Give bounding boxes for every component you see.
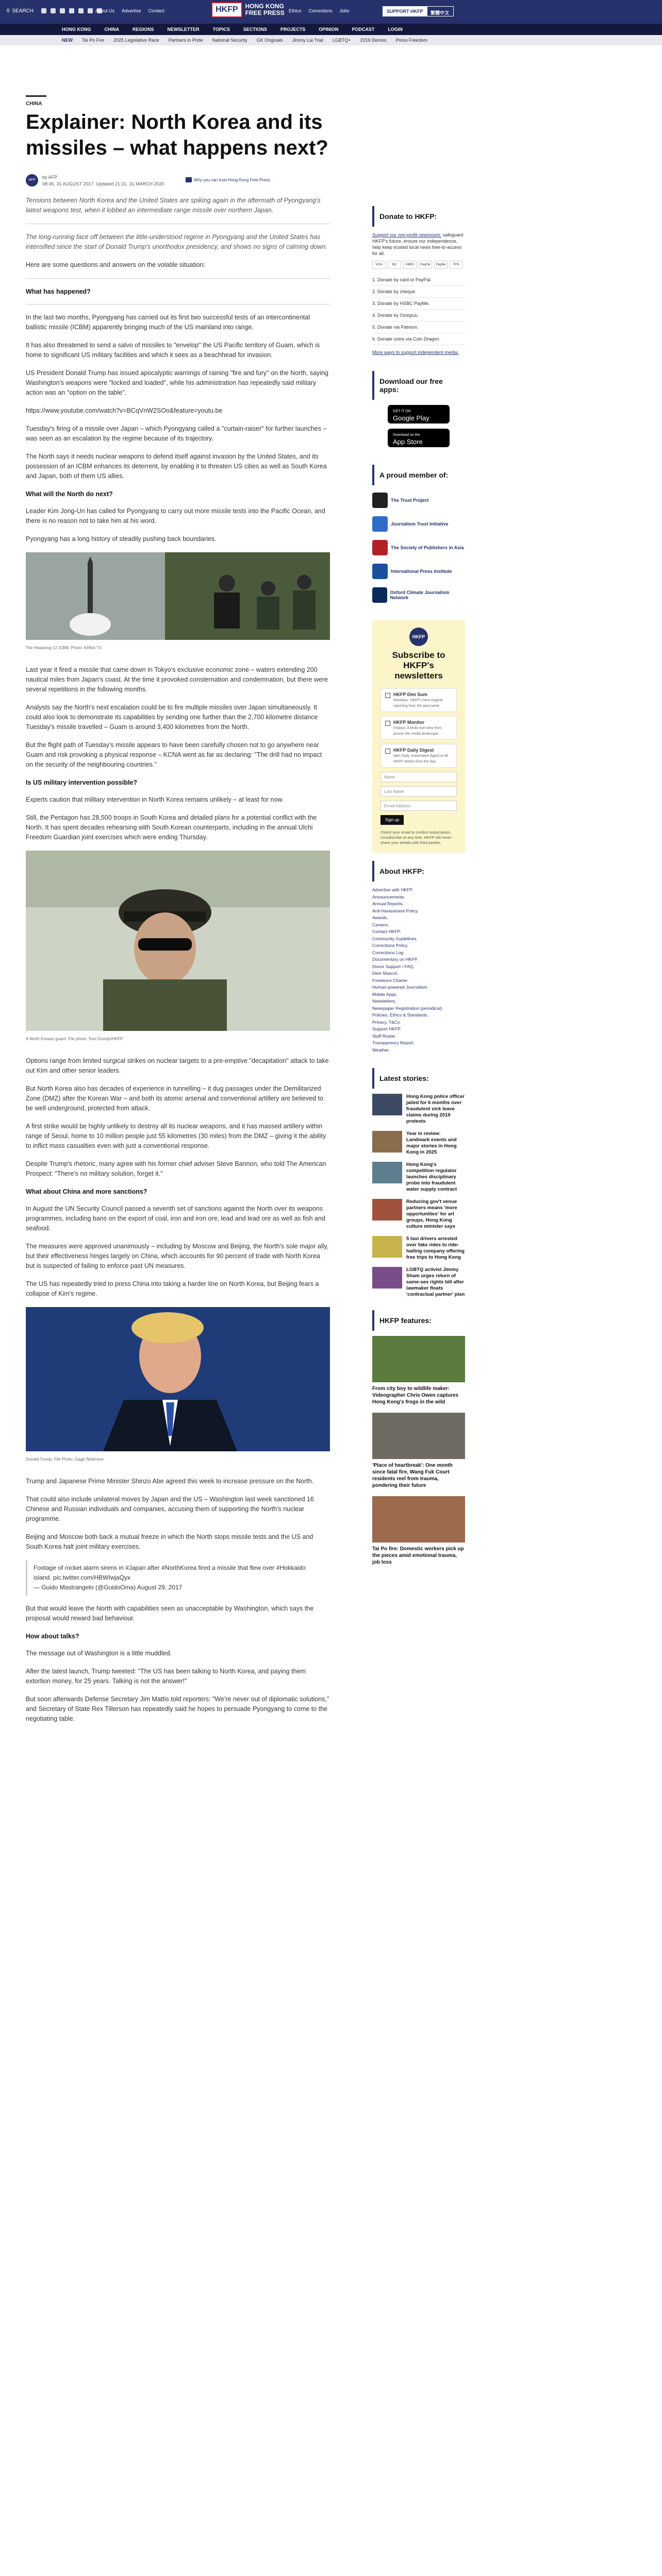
publish-date: 08:45, 31 AUGUST 2017 [42,181,94,187]
author-name[interactable]: by AFP [42,175,58,180]
story-thumbnail [372,1236,402,1258]
paragraph: But soon afterwards Defense Secretary Jim Mattis told reporters: "We're never out of diplomatic solutions," and Secretary of State Rex Tillerson has repeatedly said he hopes to persuade Pyongyang to come to the negotiating table. [26,1696,329,1722]
about-link[interactable]: Donor Support / FAQ. [372,963,415,969]
about-link[interactable]: Annual Reports. [372,901,404,906]
latest-story[interactable]: LGBTQ activist Jimmy Sham urges return of same-sex rights bill after lawmaker floats 'contractual partner' plan [372,1267,465,1298]
divider [26,278,330,279]
feature-thumbnail [372,1336,465,1382]
feature-story[interactable]: Tai Po fire: Domestic workers pick up the pieces amid emotional trauma, job loss [372,1496,465,1566]
nav-topics[interactable]: TOPICS [212,27,230,32]
about-link[interactable]: Mobile Apps. [372,991,398,997]
top-bar [0,0,662,24]
latest-story[interactable]: Reducing gov't venue partners means 'more opportunities' for art groups, Hong Kong culture minister says [372,1199,465,1230]
donate-option[interactable]: 4. Donate by Octopus. [372,310,465,321]
link-about[interactable]: About Us [95,8,115,13]
trust-badge[interactable]: Why you can trust Hong Kong Free Press [186,177,270,182]
paragraph: A first strike would be highly unlikely to destroy all its nuclear weapons, and it has massed artillery within range of Seoul, home to 10 million people just 55 kilometres (30 miles) from the DMZ – giving it the ability to inflict mass casualties even with just a conventional response. [26,1123,326,1149]
author-avatar: AFP [26,174,38,187]
about-link[interactable]: Community Guidelines. [372,936,418,941]
last-name-field[interactable]: Last Name [380,786,457,796]
paragraph: Tuesday's firing of a missile over Japan – which Pyongyang called a "curtain-raiser" for further launches – was seen as an escalation by the regime because of its trajectory. [26,425,327,442]
paragraph: Here are some questions and answers on the volatile situation: [26,261,206,268]
embedded-tweet[interactable] [26,1560,330,1596]
category-divider [26,95,46,97]
trending-item[interactable]: LGBTQ+ [332,38,351,43]
tweet-author: — Guido Mastrangelo (@GuidoOma) August 29, 2017 [34,1584,183,1591]
payme-icon: PayMe [434,261,448,269]
paragraph: The measures were approved unanimously – including by Moscow and Beijing, the North's sole major ally, but their effectiveness hinges largely on China, which accounts for 90 percent of trade with North Korea but is suspected of failing to enforce past UN measures. [26,1243,329,1269]
instagram-icon[interactable] [60,8,65,13]
about-link[interactable]: Awards. [372,915,388,920]
member-ipi[interactable]: International Press Institute [372,562,465,581]
email-field[interactable]: Email Address [380,801,457,811]
site-brand[interactable] [211,2,292,18]
about-link[interactable]: Transparency Report. [372,1040,415,1045]
feature-story[interactable]: 'Place of heartbreak': One month since fatal fire, Wang Fuk Court residents reel from trauma, pondering their future [372,1413,465,1489]
trust-project-logo [372,493,388,508]
hkfp-logo: HKFP [409,628,428,646]
utility-links-right [289,8,350,13]
youtube-icon[interactable] [69,8,74,13]
image-caption: A North Korean guard. File photo: Tom Grundy/HKFP. [26,1037,124,1041]
about-link[interactable]: Newspaper Registration (periodical). [372,1005,443,1011]
paragraph: The North says it needs nuclear weapons to defend itself against invasion by the United States, and its possession of an ICBM enhances its deterrent, by enabling it to threaten US cities as well as South Korea and Japan, both of them US allies. [26,453,327,480]
about-link[interactable]: Corrections Policy. [372,943,409,948]
mastercard-icon: MC [388,261,401,269]
nav-podcast[interactable]: PODCAST [352,27,375,32]
section-heading: Is US military intervention possible? [26,779,138,786]
checkbox[interactable] [385,721,390,726]
visa-icon: VISA [372,261,386,269]
paragraph: The long-running face off between the little-understood regime in Pyongyang and the United States has intensified since the start of Donald Trump's unorthodox presidency, and shows no signs of calming down. [26,233,327,250]
paypal-icon: PayPal [419,261,432,269]
category-link[interactable]: CHINA [26,101,42,107]
member-sopa[interactable]: The Society of Publishers in Asia [372,538,465,557]
trending-item[interactable]: GK Originals [256,38,283,43]
about-link[interactable]: Deer Mascot. [372,971,399,976]
latest-story[interactable]: Hong Kong's competition regulator launches disciplinary probe into fraudulent water supply contract [372,1162,465,1193]
newsletter-box [372,620,465,853]
latest-story[interactable]: Year in review: Landmark events and major stories in Hong Kong in 2025 [372,1131,465,1156]
nav-hong-kong[interactable]: HONG KONG [62,27,91,32]
fps-icon: FPS [450,261,463,269]
donate-option[interactable]: 5. Donate via Patreon. [372,321,465,333]
tweet-text: Footage of rocket alarm sirens in #Japan after #NorthKorea fired a missile that flew over #Hokkaido island. pic.twitter.com/HBWIwjaQyx [34,1564,306,1581]
checkbox[interactable] [385,693,390,698]
twitter-icon[interactable] [51,8,56,13]
paragraph: In August the UN Security Council passed a seventh set of sanctions against the North over its weapons programmes, including bans on the export of coal, iron and iron ore, lead and lead ore as well as fish and seafood. [26,1205,325,1232]
app-store-button[interactable]: Download on the App Store [388,429,450,447]
image-caption: Donald Trump. File Photo: Gage Skidmore. [26,1457,105,1462]
link-advertise[interactable]: Advertise [122,8,141,13]
rss-icon[interactable] [88,8,93,13]
newsletter-option[interactable]: HKFP Daily Digest 9am Daily: Automated digest of all HKFP stories from the day. [380,744,457,768]
latest-story[interactable]: Hong Kong police officer jailed for 6 months over fraudulent sick leave claims during 2019 protests [372,1094,465,1125]
about-heading: About HKFP: [372,861,465,882]
story-thumbnail [372,1094,402,1115]
newsletter-option[interactable]: HKFP Monitor Fridays: A birds-eye view from across the media landscape. [380,716,457,740]
paragraph: Analysts say the North's next escalation could be to fire multiple missiles over Japan simultaneously. It could also look to demonstrate its capabilities by sending one further than the 2,700 kilometre distance Tuesday's missile travelled – Guam is around 3,400 kilometres from the North. [26,704,318,731]
paragraph: Options range from limited surgical strikes on nuclear targets to a pre-emptive "decapitation" attack to take out Kim and other senior leaders. [26,1057,329,1074]
paragraph: After the latest launch, Trump tweeted: "The US has been talking to North Korea, and paying them extortion money, for 25 years. Talking is not the answer!" [26,1668,306,1685]
article-body [26,196,330,1732]
link-corrections[interactable]: Corrections [308,8,333,13]
missile-photo [26,552,330,640]
link-ethics[interactable]: Ethics [289,8,302,13]
story-thumbnail [372,1162,402,1183]
hkfp-logo: HKFP [211,2,242,18]
donate-option[interactable]: 6. Donate coins via Coin Dragon. [372,333,465,345]
trending-bar [0,35,662,45]
about-link[interactable]: Contact HKFP. [372,929,401,934]
about-link[interactable]: Staff Roster. [372,1033,396,1039]
paragraph: The message out of Washington is a little muddled. [26,1650,172,1657]
donate-text: Support our non-profit newsroom: safeguard HKFP's future, ensure our independence, help keep trusted local news free-to-access for all. [372,232,464,256]
image-caption: The Hwasong-12 ICBM. Photo: KRNA TV. [26,646,103,650]
jti-logo [372,516,388,532]
donate-more-link[interactable]: More ways to support independent media. [372,350,459,355]
feature-thumbnail [372,1413,465,1459]
about-link[interactable]: Weather. [372,1047,390,1053]
trending-item[interactable]: Press Freedom [395,38,428,43]
paragraph: That could also include unilateral moves by Japan and the US – Washington last week sanctioned 16 Chinese and Russian individuals and companies, accusing them of supporting the North's nuclear programme. [26,1496,314,1522]
oxford-logo [372,587,387,603]
about-link[interactable]: Anti-Harassment Policy. [372,908,419,913]
about-link[interactable]: Human-powered Journalism. [372,985,428,990]
trump-photo [26,1307,330,1451]
trending-item[interactable]: National Security [212,38,247,43]
about-link[interactable]: Freelance Charter. [372,977,409,983]
article-headline: Explainer: North Korea and its missiles – what happens next? [26,111,328,159]
about-link[interactable]: Support HKFP. [372,1026,402,1031]
video-link[interactable]: https://www.youtube.com/watch?v=BCqVnW2SOo&feature=youtu.be [26,407,223,414]
paragraph: Last year it fired a missile that came down in Tokyo's exclusive economic zone – waters extending 200 nautical miles from Japan's coast. At the time it provoked consternation and condemnation, but there were several repetitions in the following months. [26,666,328,693]
checkbox[interactable] [385,749,390,754]
newsletter-option[interactable]: HKFP Dim Sum Mondays: HKFP's best original reporting from the past week. [380,688,457,712]
logo-text: HONG KONG FREE PRESS [245,3,285,16]
amex-icon: AMEX [403,261,417,269]
nav-login[interactable]: LOGIN [388,27,403,32]
paragraph: Experts caution that military intervention in North Korea remains unlikely – at least for now. [26,796,284,803]
language-button[interactable]: 繁體中文 [426,6,454,16]
trust-icon [186,177,192,182]
trending-item[interactable]: 2019 Demos [360,38,387,43]
about-link[interactable]: Careers. [372,922,389,927]
donate-link[interactable]: Support our non-profit newsroom: [372,232,442,238]
member-trust-project[interactable]: The Trust Project [372,490,465,510]
story-thumbnail [372,1199,402,1221]
donate-option[interactable]: 1. Donate by card or PayPal. [372,274,465,286]
donate-option[interactable]: 2. Donate by cheque. [372,286,465,298]
about-links [372,887,465,1054]
paragraph: Tensions between North Korea and the United States are spiking again in the aftermath of Pyongyang's latest weapons test, when it lobbed an intermediate range missile over northern Japan. [26,197,321,214]
nav-sections[interactable]: SECTIONS [243,27,267,32]
about-link[interactable]: Documentary on HKFP. [372,957,418,962]
paragraph: It has also threatened to send a salvo of missiles to "envelop" the US Pacific territory of Guam, which is home to significant US military facilities and which it sees as a beachhead for invasion. [26,342,320,359]
trending-label: NEW [62,38,73,43]
latest-story[interactable]: 5 taxi drivers arrested over fake rides to ride-hailing company offering free trips to Hong Kong [372,1236,465,1261]
about-link[interactable]: Corrections Log. [372,950,405,955]
nav-newsletter[interactable]: NEWSLETTER [167,27,200,32]
newsletter-heading: Subscribe to HKFP's newsletters [392,650,445,681]
nav-projects[interactable]: PROJECTS [280,27,306,32]
section-heading: What has happened? [26,288,91,295]
newsletter-note: Check your email to confirm subscription. Unsubscribe at any time. HKFP will never share your details with third parties. [380,830,452,845]
donate-option[interactable]: 3. Donate by HSBC PayMe. [372,298,465,310]
paragraph: The US has repeatedly tried to press China into taking a harder line on North Korea, but Beijing fears a collapse of Kim's regime. [26,1280,319,1297]
story-thumbnail [372,1131,402,1153]
main-nav [0,24,662,35]
feature-story[interactable]: From city boy to wildlife maker: Videographer Chris Owen captures Hong Kong's frogs in the wild [372,1336,465,1405]
search-button[interactable]: ⚲ SEARCH [6,8,34,14]
paragraph: Despite Trump's rhetoric, many agree with his former chief adviser Steve Bannon, who told The American Prospect: "There's no military solution, forget it." [26,1160,326,1177]
nav-opinion[interactable]: OPINION [319,27,339,32]
paragraph: In the last two months, Pyongyang has carried out its first two successful tests of an intercontinental ballistic missile (ICBM) apparently bringing much of the US mainland into range. [26,314,310,331]
paragraph: Still, the Pentagon has 28,500 troops in South Korea and detailed plans for a potential conflict with the North. It has spent decades rehearsing with South Korean counterparts, including in the annual Ulchi Freedom Guardian joint exercises which were ending Thursday. [26,814,317,841]
donate-heading: Donate to HKFP: [372,206,465,227]
facebook-icon[interactable] [41,8,46,13]
about-link[interactable]: Announcements. [372,894,405,900]
apps-heading: Download our free apps: [372,371,465,400]
about-link[interactable]: Newsletters. [372,998,396,1004]
member-jti[interactable]: Journalism Trust Initiative [372,514,465,534]
latest-heading: Latest stories: [372,1068,465,1089]
paragraph: But the flight path of Tuesday's missile appears to have been carefully chosen not to go anywhere near Guam and risk provoking a physical response – KCNA went as far as declaring: "The drill had no impact on the security of the neighbouring countries." [26,741,322,768]
name-field[interactable]: Name [380,772,457,782]
section-heading: What about China and more sanctions? [26,1188,147,1195]
social-icons [41,8,102,13]
about-link[interactable]: Policies, Ethics & Standards. [372,1012,428,1018]
link-contact[interactable]: Contact [148,8,164,13]
features-heading: HKFP features: [372,1310,465,1331]
nav-regions[interactable]: REGIONS [133,27,154,32]
paragraph: Beijing and Moscow both back a mutual freeze in which the North stops missile tests and the US and South Korea halt joint military exercises. [26,1533,313,1550]
trending-item[interactable]: Partners in Pride [168,38,203,43]
paragraph: But North Korea also has decades of experience in tunnelling – it dug passages under the Demilitarized Zone (DMZ) after the Korean War – and both its atomic arsenal and conventional artillery are believed to be well underground, protected from attack. [26,1085,323,1112]
member-oxford[interactable]: Oxford Climate Journalism Network [372,585,465,605]
support-button[interactable]: SUPPORT HKFP [383,6,427,16]
guard-photo [26,851,330,1031]
section-heading: How about talks? [26,1633,79,1640]
payment-icons [372,261,465,269]
utility-links [95,8,164,13]
section-heading: What will the North do next? [26,490,113,498]
link-jobs[interactable]: Jobs [339,8,350,13]
updated-date: Updated 21:31, 31 MARCH 2020 [96,181,164,187]
google-play-button[interactable]: GET IT ON Google Play [388,405,450,423]
about-link[interactable]: Advertise with HKFP. [372,887,413,892]
feature-thumbnail [372,1496,465,1543]
search-icon: ⚲ [6,8,10,14]
sopa-logo [372,540,388,555]
paragraph: But that would leave the North with capabilities seen as unacceptable by Washington, which says the proposal would reward bad behaviour. [26,1605,314,1622]
telegram-icon[interactable] [78,8,84,13]
about-link[interactable]: Privacy, T&Cs. [372,1019,401,1025]
byline [42,174,164,188]
story-thumbnail [372,1267,402,1289]
paragraph: Leader Kim Jong-Un has called for Pyongyang to carry out more missile tests into the Pacific Ocean, and there is no reason not to take him at his word. [26,507,325,524]
ipi-logo [372,564,388,579]
paragraph: US President Donald Trump has issued apocalyptic warnings of raining "fire and fury" on the North, saying Washington's weapons were "locked and loaded", while his administration has repeatedly said military action was an "option on the table". [26,369,328,396]
trending-item[interactable]: Tai Po Fire [82,38,105,43]
paragraph: Pyongyang has a long history of steadily pushing back boundaries. [26,535,217,543]
sidebar [372,206,465,1573]
signup-button[interactable]: Sign up [380,815,404,825]
paragraph: Trump and Japanese Prime Minister Shinzo Abe agreed this week to increase pressure on the North. [26,1478,314,1485]
nav-china[interactable]: CHINA [104,27,120,32]
trending-item[interactable]: Jimmy Lai Trial [292,38,323,43]
trending-item[interactable]: 2025 Legislative Race [113,38,159,43]
members-heading: A proud member of: [372,465,465,485]
